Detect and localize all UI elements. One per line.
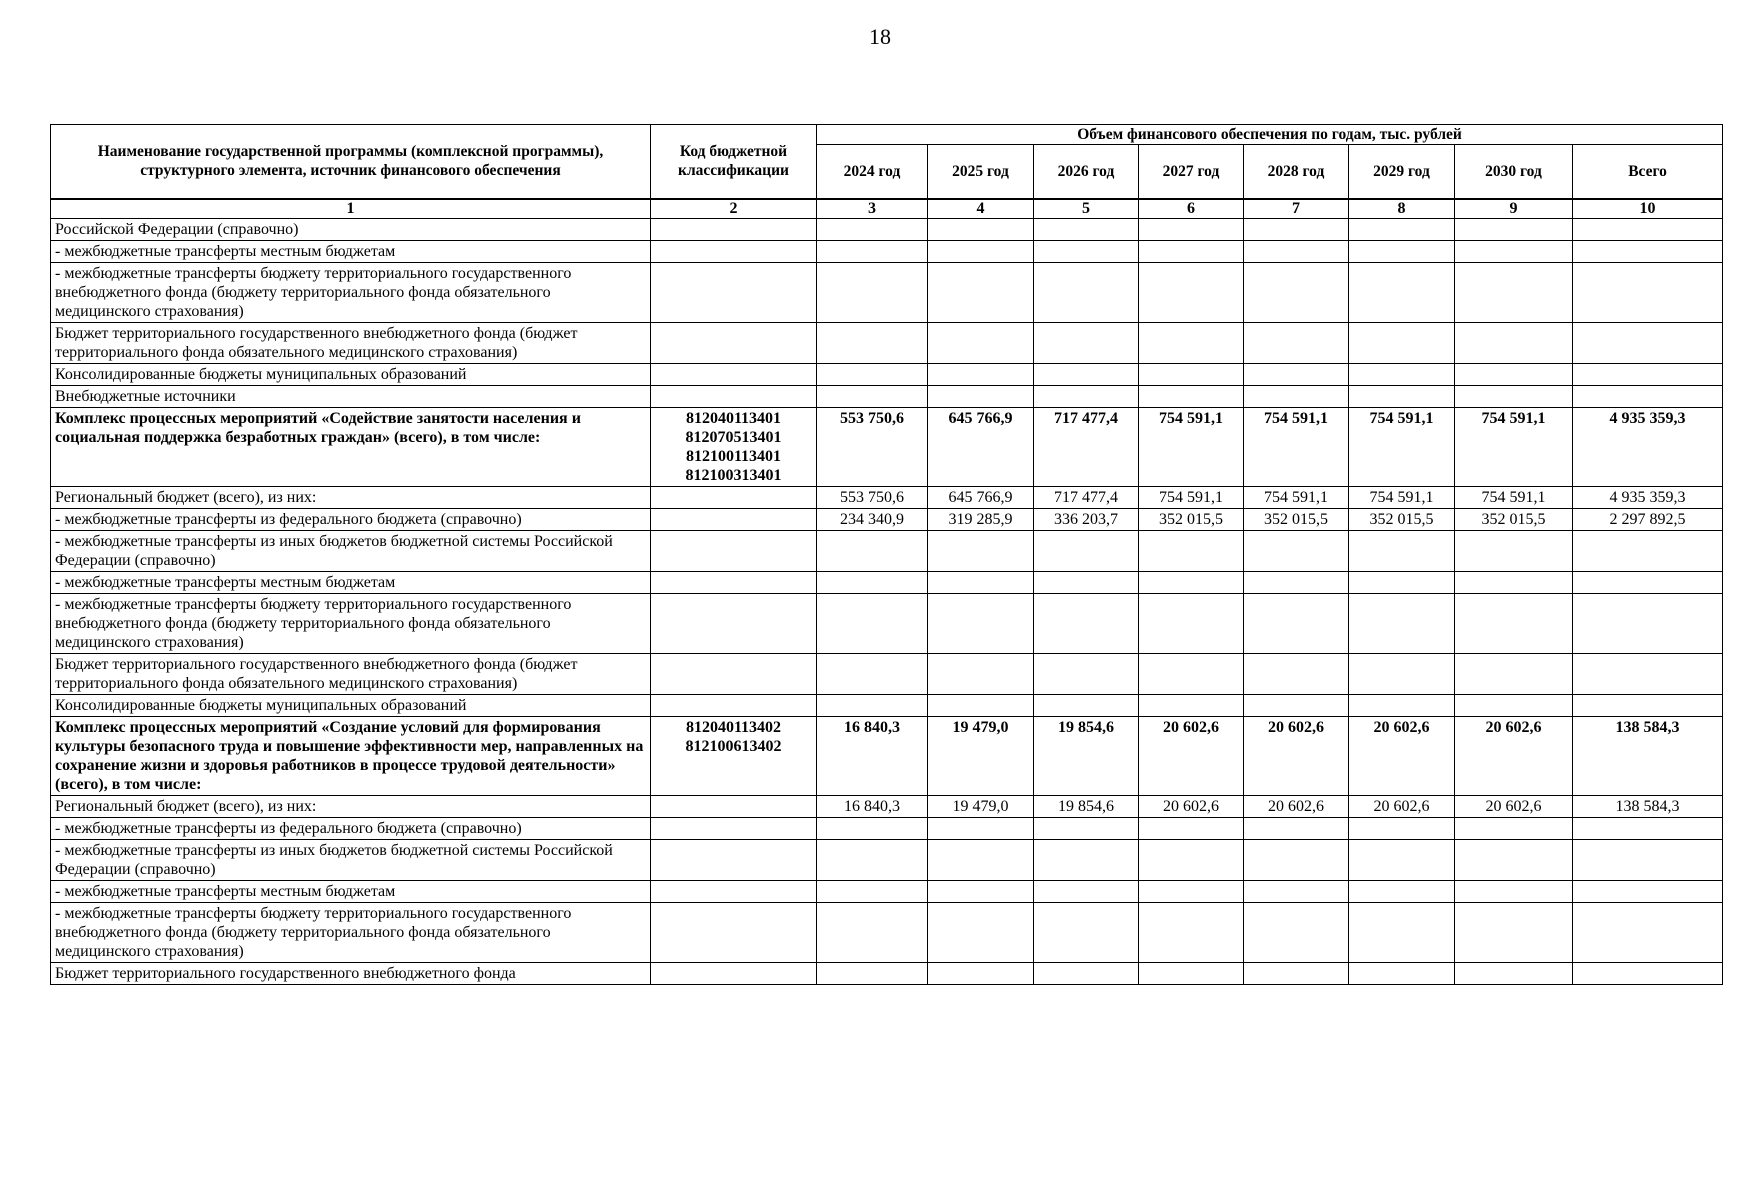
row-value: [1455, 593, 1573, 653]
column-number: 2: [651, 199, 817, 219]
year-header: 2026 год: [1034, 145, 1139, 199]
row-code: [651, 880, 817, 902]
total-header: Всего: [1573, 145, 1723, 199]
row-value: 754 591,1: [1244, 407, 1349, 486]
table-row: [51, 363, 1723, 385]
row-value: [817, 593, 928, 653]
row-value: [1455, 363, 1573, 385]
row-value: [1139, 322, 1244, 363]
row-value: [1244, 322, 1349, 363]
row-value: [1139, 902, 1244, 962]
table-row: [51, 716, 1723, 795]
row-code: [651, 593, 817, 653]
page-number: 18: [869, 24, 891, 49]
row-value: [1455, 530, 1573, 571]
row-value: [1034, 817, 1139, 839]
table-row: [51, 817, 1723, 839]
row-value: [1244, 218, 1349, 240]
row-value: 553 750,6: [817, 486, 928, 508]
row-value: 20 602,6: [1349, 795, 1455, 817]
row-value: 20 602,6: [1455, 795, 1573, 817]
row-value: [1139, 571, 1244, 593]
row-value: 754 591,1: [1455, 407, 1573, 486]
row-name: Бюджет территориального государственного внебюджетного фонда (бюджет территориального фонда обязательного медицинского страхования): [51, 653, 651, 694]
table-row: [51, 571, 1723, 593]
row-code: [651, 795, 817, 817]
year-header: 2025 год: [928, 145, 1034, 199]
budget-table: [50, 124, 1723, 985]
row-code: [651, 962, 817, 984]
row-total: [1573, 653, 1723, 694]
row-total: [1573, 218, 1723, 240]
row-value: [1139, 880, 1244, 902]
table-row: [51, 839, 1723, 880]
row-value: [1034, 218, 1139, 240]
year-header: 2029 год: [1349, 145, 1455, 199]
row-value: [1349, 593, 1455, 653]
row-value: [1034, 880, 1139, 902]
row-name: Региональный бюджет (всего), из них:: [51, 795, 651, 817]
row-name: - межбюджетные трансферты из иных бюджетов бюджетной системы Российской Федерации (справочно): [51, 839, 651, 880]
row-value: [1455, 880, 1573, 902]
row-total: [1573, 385, 1723, 407]
row-value: 754 591,1: [1244, 486, 1349, 508]
row-value: [1455, 817, 1573, 839]
row-value: 19 854,6: [1034, 716, 1139, 795]
row-value: 234 340,9: [817, 508, 928, 530]
table-row: [51, 508, 1723, 530]
row-value: [817, 653, 928, 694]
row-value: [1034, 240, 1139, 262]
table-row: [51, 880, 1723, 902]
row-name: - межбюджетные трансферты бюджету территориального государственного внебюджетного фонда (бюджету территориального фонда обязательного медицинского страхования): [51, 593, 651, 653]
year-header: 2028 год: [1244, 145, 1349, 199]
row-value: 20 602,6: [1139, 795, 1244, 817]
table-row: [51, 407, 1723, 486]
row-total: [1573, 817, 1723, 839]
row-value: [1455, 385, 1573, 407]
row-value: [1244, 240, 1349, 262]
row-total: 4 935 359,3: [1573, 486, 1723, 508]
row-value: [817, 817, 928, 839]
table-row: [51, 530, 1723, 571]
row-code: [651, 486, 817, 508]
year-header: 2027 год: [1139, 145, 1244, 199]
row-value: [817, 240, 928, 262]
row-name: Бюджет территориального государственного внебюджетного фонда (бюджет территориального фонда обязательного медицинского страхования): [51, 322, 651, 363]
row-value: [1349, 571, 1455, 593]
row-total: [1573, 322, 1723, 363]
row-code: [651, 571, 817, 593]
row-value: [928, 240, 1034, 262]
table-row: [51, 240, 1723, 262]
row-value: 19 479,0: [928, 716, 1034, 795]
row-value: [1349, 653, 1455, 694]
row-value: [1139, 262, 1244, 322]
row-value: [1455, 322, 1573, 363]
row-value: [1244, 653, 1349, 694]
row-value: 352 015,5: [1244, 508, 1349, 530]
row-value: [1244, 839, 1349, 880]
row-value: [1349, 385, 1455, 407]
table-row: [51, 262, 1723, 322]
column-number: 4: [928, 199, 1034, 219]
row-value: [1034, 262, 1139, 322]
row-value: [817, 694, 928, 716]
row-value: [1349, 880, 1455, 902]
row-value: [1139, 962, 1244, 984]
row-value: [928, 218, 1034, 240]
row-value: [1139, 240, 1244, 262]
row-value: 20 602,6: [1349, 716, 1455, 795]
column-number: 1: [51, 199, 651, 219]
row-value: [928, 839, 1034, 880]
row-code: 812040113401 812070513401 812100113401 812100313401: [651, 407, 817, 486]
row-value: 754 591,1: [1349, 486, 1455, 508]
row-value: [1349, 240, 1455, 262]
row-value: [1034, 694, 1139, 716]
row-total: [1573, 571, 1723, 593]
row-total: [1573, 880, 1723, 902]
row-total: [1573, 593, 1723, 653]
row-code: [651, 653, 817, 694]
row-name: Российской Федерации (справочно): [51, 218, 651, 240]
row-value: [817, 902, 928, 962]
row-value: [928, 262, 1034, 322]
row-value: [1455, 962, 1573, 984]
table-row: [51, 322, 1723, 363]
row-name: Региональный бюджет (всего), из них:: [51, 486, 651, 508]
row-total: 138 584,3: [1573, 716, 1723, 795]
row-value: [1244, 385, 1349, 407]
row-value: [817, 530, 928, 571]
row-total: [1573, 262, 1723, 322]
row-name: Комплекс процессных мероприятий «Содействие занятости населения и социальная поддержка безработных граждан» (всего), в том числе:: [51, 407, 651, 486]
row-code: [651, 240, 817, 262]
row-value: [1455, 902, 1573, 962]
row-name: Бюджет территориального государственного внебюджетного фонда: [51, 962, 651, 984]
table-row: [51, 593, 1723, 653]
table-row: [51, 385, 1723, 407]
row-value: [928, 962, 1034, 984]
row-value: [1244, 593, 1349, 653]
row-value: [1034, 839, 1139, 880]
row-value: [1139, 694, 1244, 716]
row-code: [651, 218, 817, 240]
row-code: [651, 839, 817, 880]
row-value: [1034, 902, 1139, 962]
row-value: 20 602,6: [1244, 795, 1349, 817]
row-value: [1244, 962, 1349, 984]
row-value: [1244, 902, 1349, 962]
row-code: [651, 363, 817, 385]
row-value: [1349, 839, 1455, 880]
row-value: [817, 962, 928, 984]
row-code: [651, 694, 817, 716]
row-name: Внебюджетные источники: [51, 385, 651, 407]
year-header: 2024 год: [817, 145, 928, 199]
row-value: 754 591,1: [1139, 407, 1244, 486]
row-value: [1139, 817, 1244, 839]
row-value: [1034, 571, 1139, 593]
row-value: 645 766,9: [928, 486, 1034, 508]
row-total: [1573, 240, 1723, 262]
row-code: [651, 902, 817, 962]
row-value: 16 840,3: [817, 716, 928, 795]
row-value: [817, 218, 928, 240]
row-value: [1139, 363, 1244, 385]
row-total: 2 297 892,5: [1573, 508, 1723, 530]
row-total: [1573, 839, 1723, 880]
row-value: [1139, 839, 1244, 880]
row-value: [1349, 817, 1455, 839]
row-code: [651, 530, 817, 571]
column-numbers-row: [51, 199, 1723, 219]
table-row: [51, 902, 1723, 962]
row-total: [1573, 962, 1723, 984]
row-value: [1034, 593, 1139, 653]
row-value: [1034, 322, 1139, 363]
row-value: [928, 902, 1034, 962]
row-value: [1455, 694, 1573, 716]
name-column-header: Наименование государственной программы (комплексной программы), структурного элемента, источник финансового обеспечения: [51, 125, 651, 199]
row-value: [928, 363, 1034, 385]
row-value: [1455, 653, 1573, 694]
row-value: [1455, 240, 1573, 262]
row-total: [1573, 694, 1723, 716]
row-total: 138 584,3: [1573, 795, 1723, 817]
row-value: 20 602,6: [1244, 716, 1349, 795]
row-total: [1573, 530, 1723, 571]
row-value: 717 477,4: [1034, 407, 1139, 486]
row-value: [817, 385, 928, 407]
row-value: [1455, 218, 1573, 240]
row-name: - межбюджетные трансферты местным бюджетам: [51, 571, 651, 593]
table-row: [51, 486, 1723, 508]
row-name: - межбюджетные трансферты местным бюджетам: [51, 880, 651, 902]
row-value: 20 602,6: [1455, 716, 1573, 795]
row-value: 19 479,0: [928, 795, 1034, 817]
row-value: 19 854,6: [1034, 795, 1139, 817]
row-value: [1139, 530, 1244, 571]
column-number: 7: [1244, 199, 1349, 219]
row-value: [928, 880, 1034, 902]
row-value: [1349, 694, 1455, 716]
row-value: [1349, 902, 1455, 962]
row-code: [651, 385, 817, 407]
row-name: Комплекс процессных мероприятий «Создание условий для формирования культуры безопасного труда и повышение эффективности мер, направленных на сохранение жизни и здоровья работников в процессе трудовой деятельности» (всего), в том числе:: [51, 716, 651, 795]
row-value: [1349, 262, 1455, 322]
code-column-header: Код бюджетной классификации: [651, 125, 817, 199]
row-name: - межбюджетные трансферты местным бюджетам: [51, 240, 651, 262]
row-value: 754 591,1: [1455, 486, 1573, 508]
row-value: [1244, 817, 1349, 839]
row-value: [1349, 363, 1455, 385]
row-value: 352 015,5: [1139, 508, 1244, 530]
row-code: 812040113402 812100613402: [651, 716, 817, 795]
row-value: [817, 880, 928, 902]
column-number: 10: [1573, 199, 1723, 219]
row-value: [1244, 530, 1349, 571]
column-number: 3: [817, 199, 928, 219]
row-value: 352 015,5: [1455, 508, 1573, 530]
row-value: [1244, 363, 1349, 385]
row-name: Консолидированные бюджеты муниципальных образований: [51, 694, 651, 716]
row-value: [1244, 694, 1349, 716]
column-number: 9: [1455, 199, 1573, 219]
row-value: [928, 653, 1034, 694]
row-value: [1139, 385, 1244, 407]
row-value: [928, 385, 1034, 407]
table-row: [51, 962, 1723, 984]
row-value: 352 015,5: [1349, 508, 1455, 530]
row-value: 16 840,3: [817, 795, 928, 817]
row-name: - межбюджетные трансферты из иных бюджетов бюджетной системы Российской Федерации (справочно): [51, 530, 651, 571]
row-value: [1455, 262, 1573, 322]
row-value: [817, 322, 928, 363]
row-total: 4 935 359,3: [1573, 407, 1723, 486]
row-value: [1034, 962, 1139, 984]
row-code: [651, 322, 817, 363]
row-value: [1349, 962, 1455, 984]
row-value: [928, 571, 1034, 593]
row-value: [1244, 880, 1349, 902]
row-code: [651, 262, 817, 322]
row-total: [1573, 363, 1723, 385]
row-name: Консолидированные бюджеты муниципальных образований: [51, 363, 651, 385]
row-value: [817, 262, 928, 322]
row-value: [1034, 363, 1139, 385]
row-value: 717 477,4: [1034, 486, 1139, 508]
row-code: [651, 817, 817, 839]
table-row: [51, 694, 1723, 716]
column-number: 6: [1139, 199, 1244, 219]
row-value: 645 766,9: [928, 407, 1034, 486]
row-value: 20 602,6: [1139, 716, 1244, 795]
header-row-top: [51, 125, 1723, 145]
row-value: 754 591,1: [1139, 486, 1244, 508]
row-value: [928, 593, 1034, 653]
row-value: [1139, 593, 1244, 653]
row-value: [1034, 385, 1139, 407]
row-value: [817, 363, 928, 385]
column-number: 8: [1349, 199, 1455, 219]
row-value: [1034, 530, 1139, 571]
row-code: [651, 508, 817, 530]
row-value: [1034, 653, 1139, 694]
table-row: [51, 653, 1723, 694]
row-value: [1349, 218, 1455, 240]
row-value: [928, 694, 1034, 716]
table-body: [51, 218, 1723, 984]
row-value: [1455, 571, 1573, 593]
row-value: [1244, 571, 1349, 593]
row-value: 319 285,9: [928, 508, 1034, 530]
row-name: - межбюджетные трансферты из федерального бюджета (справочно): [51, 508, 651, 530]
row-value: [1139, 218, 1244, 240]
row-value: 754 591,1: [1349, 407, 1455, 486]
row-value: [928, 322, 1034, 363]
row-value: [817, 839, 928, 880]
year-header: 2030 год: [1455, 145, 1573, 199]
row-value: [928, 530, 1034, 571]
row-total: [1573, 902, 1723, 962]
row-value: [1139, 653, 1244, 694]
row-name: - межбюджетные трансферты из федерального бюджета (справочно): [51, 817, 651, 839]
row-value: [1349, 322, 1455, 363]
funding-group-header: Объем финансового обеспечения по годам, тыс. рублей: [817, 125, 1723, 145]
row-name: - межбюджетные трансферты бюджету территориального государственного внебюджетного фонда (бюджету территориального фонда обязательного медицинского страхования): [51, 902, 651, 962]
row-name: - межбюджетные трансферты бюджету территориального государственного внебюджетного фонда (бюджету территориального фонда обязательного медицинского страхования): [51, 262, 651, 322]
table-row: [51, 218, 1723, 240]
row-value: [1244, 262, 1349, 322]
row-value: [928, 817, 1034, 839]
row-value: [1455, 839, 1573, 880]
row-value: 336 203,7: [1034, 508, 1139, 530]
table-row: [51, 795, 1723, 817]
row-value: 553 750,6: [817, 407, 928, 486]
column-number: 5: [1034, 199, 1139, 219]
row-value: [817, 571, 928, 593]
row-value: [1349, 530, 1455, 571]
